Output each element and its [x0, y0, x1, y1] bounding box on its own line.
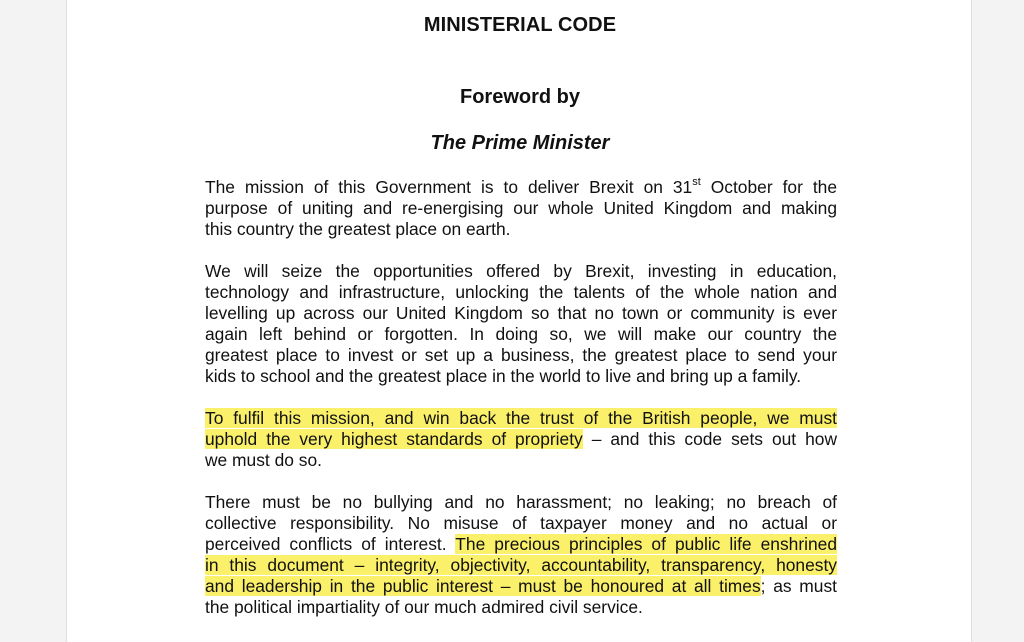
text-run: – and this code sets out how [582, 429, 837, 449]
paragraph-line: kids to school and the greatest place in the world to live and bring up a family. [205, 366, 802, 386]
paragraph-line: There must be no bullying and no harassment; no leaking; no breach of [205, 492, 837, 512]
paragraph-line: purpose of uniting and re-energising our whole United Kingdom and making [205, 198, 837, 218]
paragraph-mission [205, 177, 837, 240]
text-run: The mission of this Government is to deliver Brexit on 31 [205, 177, 693, 197]
foreword-heading: Foreword by [459, 86, 580, 108]
paragraph-line: this country the greatest place on earth. [205, 219, 511, 239]
text-run: ; as must [760, 576, 837, 596]
foreword-author: The Prime Minister [430, 132, 610, 154]
highlighted-text: The precious principles of public life enshrined [455, 534, 837, 554]
paragraph-line [205, 408, 837, 429]
highlighted-text: To fulfil this mission, and win back the trust of the British people, we must [205, 408, 837, 428]
paragraph-line: We will seize the opportunities offered by Brexit, investing in education, [205, 261, 837, 281]
paragraph-opportunities [205, 261, 837, 387]
paragraph-line: again left behind or forgotten. In doing so, we will make our country the [205, 324, 837, 344]
paragraph-line [205, 429, 837, 450]
paragraph-line: greatest place to invest or set up a business, the greatest place to send your [205, 345, 837, 365]
highlighted-text: and leadership in the public interest – must be honoured at all times [205, 576, 761, 596]
paragraph-line: technology and infrastructure, unlocking the talents of the whole nation and [205, 282, 837, 302]
document-page [66, 0, 972, 642]
paragraph-line [205, 576, 837, 597]
paragraph-line: we must do so. [205, 450, 322, 470]
highlighted-text: in this document – integrity, objectivity, accountability, transparency, honesty [205, 555, 837, 575]
ordinal-superscript: st [692, 176, 701, 189]
paragraph-line: levelling up across our United Kingdom so that no town or community is ever [205, 303, 837, 323]
paragraph-propriety [205, 408, 837, 471]
paragraph-line [205, 534, 837, 555]
document-title: MINISTERIAL CODE [423, 14, 617, 36]
text-run: October for the [700, 177, 838, 197]
paragraph-line [205, 555, 837, 576]
paragraph-line: collective responsibility. No misuse of taxpayer money and no actual or [205, 513, 837, 533]
paragraph-line: the political impartiality of our much admired civil service. [205, 597, 643, 617]
paragraph-principles [205, 492, 837, 618]
text-run: perceived conflicts of interest. [205, 534, 456, 554]
paragraph-line [205, 177, 837, 198]
highlighted-text: uphold the very highest standards of propriety [205, 429, 583, 449]
